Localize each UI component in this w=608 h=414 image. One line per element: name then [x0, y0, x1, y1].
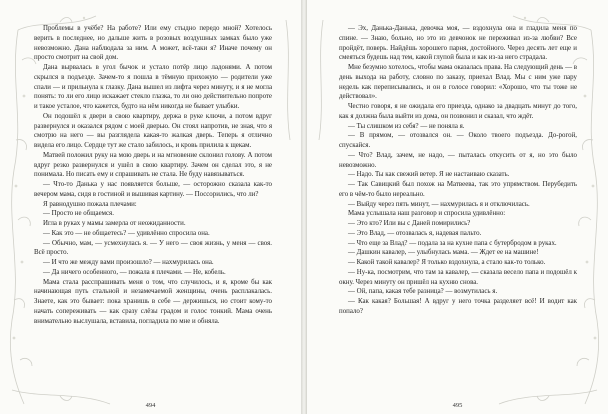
paragraph: — Эх, Данька-Данька, девочка моя, — вздохнула она и гладила меня по спине. — Знаю, больно, но это из девчонок не переживал из-за любви? Все пройдёт, поверь. Найдёшь хорошего парня, достойного. Через десять лет еще и смеяться будешь над тем, какой глупой была и как из-за него страдала. — [339, 25, 577, 62]
paragraph: — Что еще за Влад? — подала за на кухне папа с бутербродом в руках. — [348, 239, 557, 247]
right-page — [306, 0, 608, 414]
paragraph: — Так Савицкий был похож на Матвеева, так это упрямством. Перубедить его в чём-то было нереально. — [339, 181, 577, 198]
paragraph: — Что-то Данька у нас появляется больше, — осторожно сказала как-то вечером мама, сидя в гостиной и вышивая картину. — Поссорились, что ли? — [34, 181, 272, 198]
left-page — [0, 0, 302, 414]
paragraph: Я равнодушно пожала плечами: — [43, 200, 137, 208]
paragraph: — Ой, папа, какая тебе разница? — возмутилась я. — [348, 288, 498, 296]
page-number: 495 — [452, 402, 463, 409]
paragraph: Мама услышала наш разговор и спросила удивлённо: — [348, 210, 506, 218]
paragraph: — Это кто? Или вы с Даней помирились? — [348, 220, 471, 227]
paragraph: — Обычно, мам, — усмехнулась я. — У него — своя жизнь, у меня — своя. Всё просто. — [34, 239, 272, 257]
paragraph: — Дашкин кавалер, — улыбнулась мама. — Ждет ее на машине! — [348, 249, 539, 257]
left-page-text — [34, 24, 272, 326]
paragraph: Он подошёл к двери в свою квартиру, держа в руке ключи, а потом вдруг развернулся и оказался рядом с моей дверью. Он стоял напротив, не зная, что я смотрю на него — вы разглядела какая-то жалкая дверь. Теперь я отлично видела его лицо. Сердце тут же стало забилось, и кровь прилила к щекам. — [34, 112, 272, 149]
paragraph: — Ты слишком из себя? — не поняла я. — [348, 122, 465, 130]
right-page-text — [339, 24, 577, 317]
paragraph: Дана вырвалась в угол бычок и устало потёр лицо ладонями. А потом скрылся в подъезде. Зачем-то я пошла в тёмную прихожую — родители уже спали — и прильнула к глазку. Дана вышел из лифта через минуту, и я не могла понять: то ли его лицо искажает стекло глазка, то ли оно действительно попроте и такое усталое, что кажется, будто на нём никогда не бывает улыбки. — [34, 64, 272, 110]
paragraph: Проблемы в учёбе? На работе? Или ему стыдно передо мной? Хотелось верить в последнее, но дальше жить в розовых воздушных замках было уже невозможно. Дана наблюдала за ним. А может, всё-таки я? Иначе почему он просто смотрит на свой дом. — [34, 25, 272, 62]
paragraph: — Ну-ка, посмотрим, что там за кавалер, — сказала весело папа и подошёл к окну. Через минуту он пришёл на кухню снова. — [339, 268, 577, 286]
paragraph: — Выйду через пять минут, — нахмурилась я и отключилась. — [348, 200, 530, 208]
paragraph: — Надо. Ты как свежий ветер. Я не настаиваю сказать. — [348, 171, 510, 179]
paragraph: — Да ничего особенного, — пожала я плечами. — Не, кобель. — [43, 268, 226, 276]
paragraph: Матвей положил руку на мою дверь и на мгновение склонил голову. А потом вдруг резко развернулся и ушёл в свою квартиру. Зачем он сделал это, я не понимала. Но писать ему и спрашивать не стала. Не буду навязываться. — [34, 151, 272, 179]
paragraph: Мама стала расспрашивать меня о том, что случилось, и я, кроме бы как начинающая путь стальной и незамечаемой женщины, очень расплакалась. Знаете, как это бывает: пока хранишь в себе — держишься, но стоит кому-то начать сопереживать — как сразу слёзы градом и голос тонкий. Мама очень внимательно выслушала, вставила, погладила по мне и обняла. — [34, 278, 272, 325]
paragraph: — Как это — не общаетесь? — удивлённо спросила она. — [43, 229, 210, 237]
paragraph: — Какой такой кавалер? Я только вздохнула, а стало как-то только. — [348, 259, 546, 266]
page-number: 494 — [145, 402, 156, 409]
paragraph: — В прямом, — отозвался он. — Около твоего подъезда. До-рогой, спускайся. — [339, 132, 577, 149]
paragraph: Честно говоря, я не ожидала его приезда, однако за двадцать минут до того, как я должна была выйти из дома, он позвонил и сказал, что ждёт. — [339, 103, 577, 120]
paragraph: — Как какая? Большая! А вдруг у него точка разделяет всё! И водит как попало? — [339, 298, 577, 315]
paragraph: — Что? Влад, зачем, не надо, — пыталась откусить от я, но это было невозможно. — [339, 151, 577, 169]
paragraph: — Просто не общаемся. — [43, 210, 114, 218]
paragraph: Игла в руках у мамы замерла от неожиданности. — [43, 220, 186, 227]
paragraph: — Это Влад, — отозвалась я, надевая пальто. — [348, 229, 482, 237]
paragraph: Мне безумно хотелось, чтобы мама оказалась права. На следующий день — в день выхода на работу, словно по заказу, приехал Влад. Мы с ним уже пару недель как переписывались, и он в голосе говорил: «Хорошо, что ты тоже не действовал». — [339, 64, 577, 101]
paragraph: — И что же между вами произошло? — нахмурилась она. — [43, 259, 214, 266]
